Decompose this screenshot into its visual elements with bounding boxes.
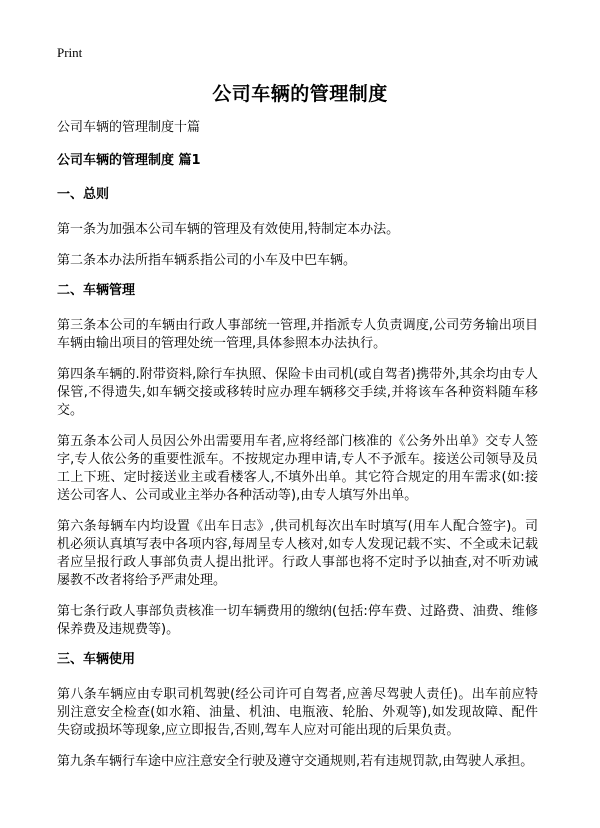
article-heading: 公司车辆的管理制度 篇1 (57, 153, 201, 168)
page-title: 公司车辆的管理制度 (212, 83, 388, 105)
paragraph: 第一条为加强本公司车辆的管理及有效使用,特制定本办法。 (57, 222, 400, 237)
paragraph: 第六条每辆车内均设置《出车日志》,供司机每次出车时填写(用车人配合签字)。司机必须认真填写表中各项内容,每周呈专人核对,如专人发现记载不实、不全或未记载者应呈报行政人事部负责人提出批评。行政人事部也将不定时予以抽查,对不听劝诫屡教不改者将给予严肃处理。 (57, 519, 538, 588)
paragraph: 第四条车辆的.附带资料,除行车执照、保险卡由司机(或自驾者)携带外,其余均由专人保管,不得遗失,如车辆交接或移转时应办理车辆移交手续,并将该车各种资料随车移交。 (57, 367, 538, 418)
document-body (57, 120, 538, 784)
subtitle: 公司车辆的管理制度十篇 (57, 120, 201, 135)
section-heading: 二、车辆管理 (57, 283, 136, 298)
paragraph: 第八条车辆应由专职司机驾驶(经公司许可自驾者,应善尽驾驶人责任)。出车前应特别注意安全检查(如水箱、油量、机油、电瓶液、轮胎、外观等),如发现故障、配件失窃或损坏等现象,应立即报告,否则,驾车人应对可能出现的后果负责。 (57, 687, 538, 738)
paragraph: 第二条本办法所指车辆系指公司的小车及中巴车辆。 (57, 253, 357, 268)
print-link[interactable]: Print (57, 45, 83, 60)
paragraph: 第七条行政人事部负责核准一切车辆费用的缴纳(包括:停车费、过路费、油费、维修保养费及违规费等)。 (57, 604, 538, 637)
paragraph: 第五条本公司人员因公外出需要用车者,应将经部门核准的《公务外出单》交专人签字,专人依公务的重要性派车。不按规定办理申请,专人不予派车。接送公司领导及员工上下班、定时接送业主或看楼客人,不填外出单。其它符合规定的用车需求(如:接送公司客人、公司或业主举办各种活动等),由专人填写外出单。 (57, 434, 538, 503)
section-heading: 一、总则 (57, 187, 110, 202)
section-heading: 三、车辆使用 (57, 652, 136, 667)
paragraph: 第九条车辆行车途中应注意安全行驶及遵守交通规则,若有违规罚款,由驾驶人承担。 (57, 754, 534, 769)
paragraph: 第三条本公司的车辆由行政人事部统一管理,并指派专人负责调度,公司劳务输出项目车辆由输出项目的管理处统一管理,具体参照本办法执行。 (57, 318, 538, 351)
